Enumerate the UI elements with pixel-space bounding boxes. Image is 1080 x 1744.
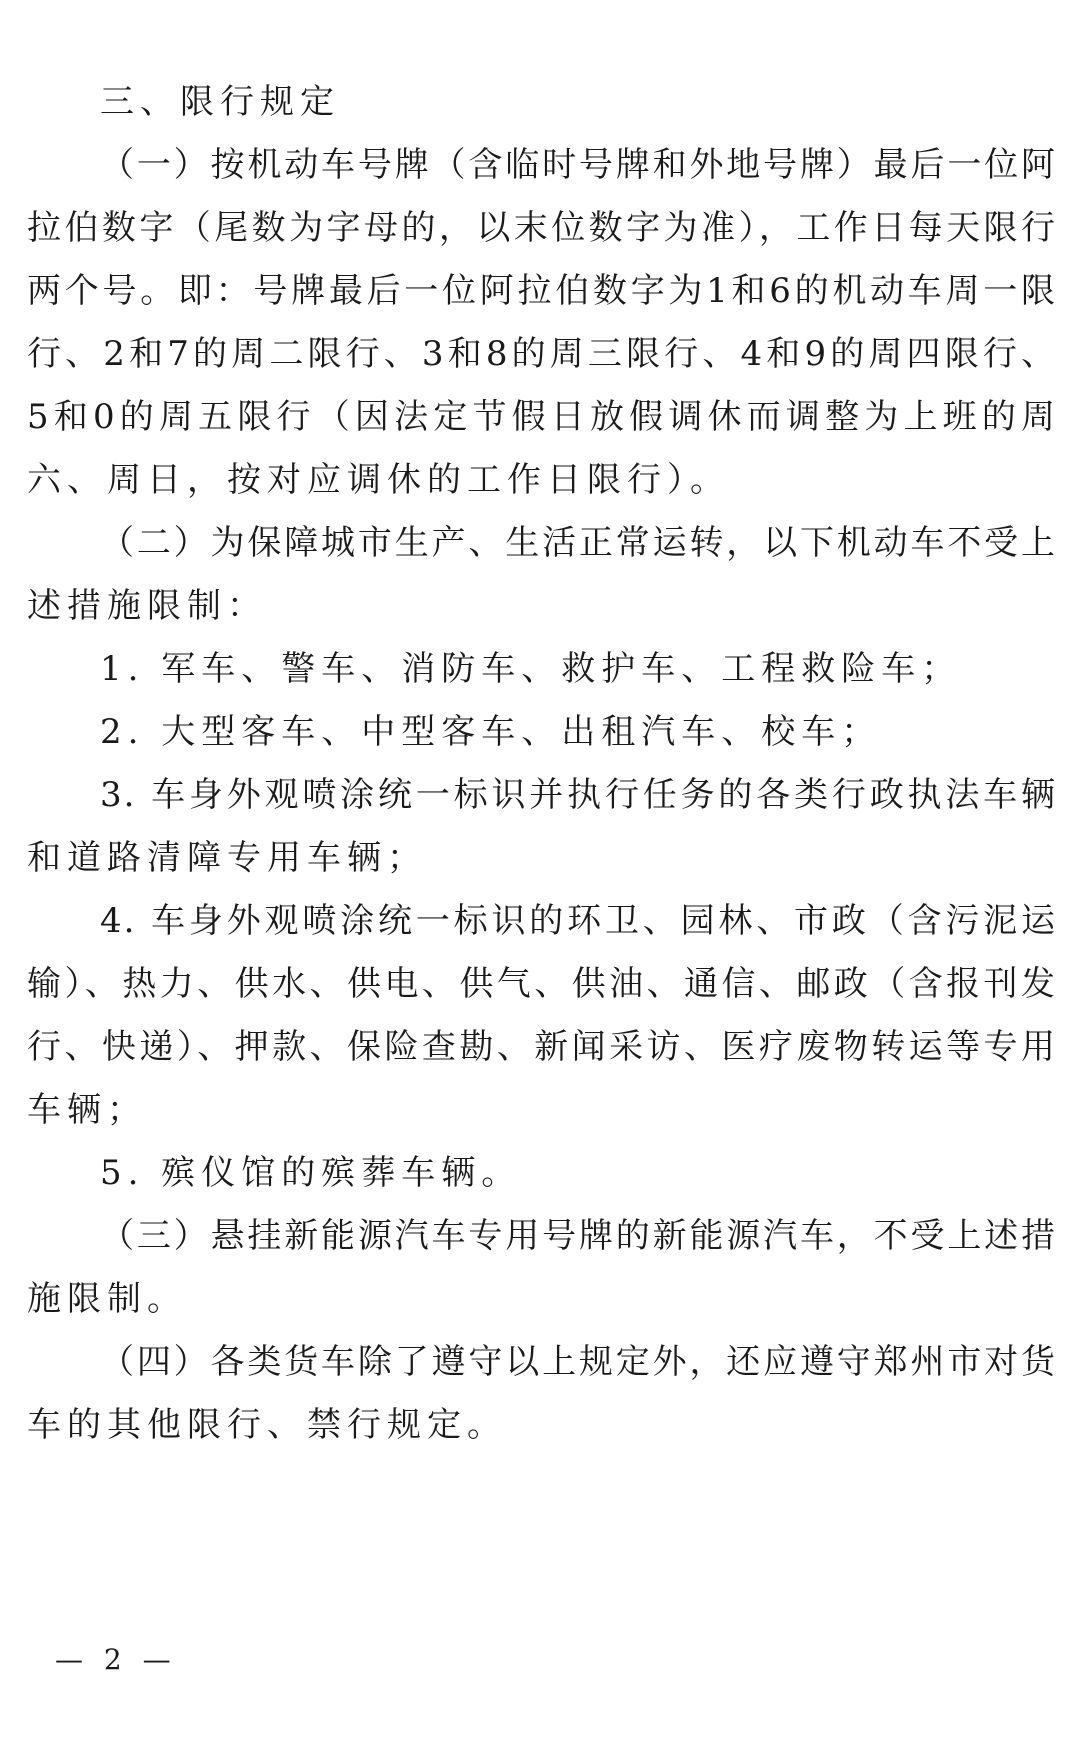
paragraph-line: （一）按机动车号牌（含临时号牌和外地号牌）最后一位阿 — [100, 145, 1057, 185]
list-item: 1. 军车、警车、消防车、救护车、工程救险车； — [100, 649, 962, 689]
list-item-continuation: 和道路清障专用车辆； — [27, 838, 427, 878]
paragraph-line: 施限制。 — [27, 1279, 187, 1319]
paragraph-line: 行、2和7的周二限行、3和8的周三限行、4和9的周四限行、 — [27, 334, 1057, 374]
paragraph-line: （三）悬挂新能源汽车专用号牌的新能源汽车，不受上述措 — [100, 1216, 1057, 1256]
paragraph-line: 拉伯数字（尾数为字母的，以末位数字为准），工作日每天限行 — [27, 208, 1057, 248]
paragraph-line: 两个号。即：号牌最后一位阿拉伯数字为1和6的机动车周一限 — [27, 271, 1057, 311]
paragraph-line: 5和0的周五限行（因法定节假日放假调休而调整为上班的周 — [27, 397, 1057, 437]
paragraph-line: 车的其他限行、禁行规定。 — [27, 1405, 507, 1445]
list-item-continuation: 车辆； — [27, 1090, 147, 1130]
paragraph-line: （四）各类货车除了遵守以上规定外，还应遵守郑州市对货 — [100, 1342, 1057, 1382]
list-item: 2. 大型客车、中型客车、出租汽车、校车； — [100, 712, 882, 752]
section-heading: 三、限行规定 — [100, 82, 340, 122]
list-item: 3. 车身外观喷涂统一标识并执行任务的各类行政执法车辆 — [100, 775, 1057, 815]
list-item: 4. 车身外观喷涂统一标识的环卫、园林、市政（含污泥运 — [100, 901, 1057, 941]
list-item: 5. 殡仪馆的殡葬车辆。 — [100, 1153, 522, 1193]
list-item-continuation: 行、快递）、押款、保险查勘、新闻采访、医疗废物转运等专用 — [27, 1027, 1057, 1067]
paragraph-line: 六、周日，按对应调休的工作日限行）。 — [27, 460, 730, 500]
paragraph-line: （二）为保障城市生产、生活正常运转，以下机动车不受上 — [100, 523, 1057, 563]
list-item-continuation: 输）、热力、供水、供电、供气、供油、通信、邮政（含报刊发 — [27, 964, 1057, 1004]
page-number: — 2 — — [55, 1643, 177, 1676]
paragraph-line: 述措施限制： — [27, 586, 267, 626]
